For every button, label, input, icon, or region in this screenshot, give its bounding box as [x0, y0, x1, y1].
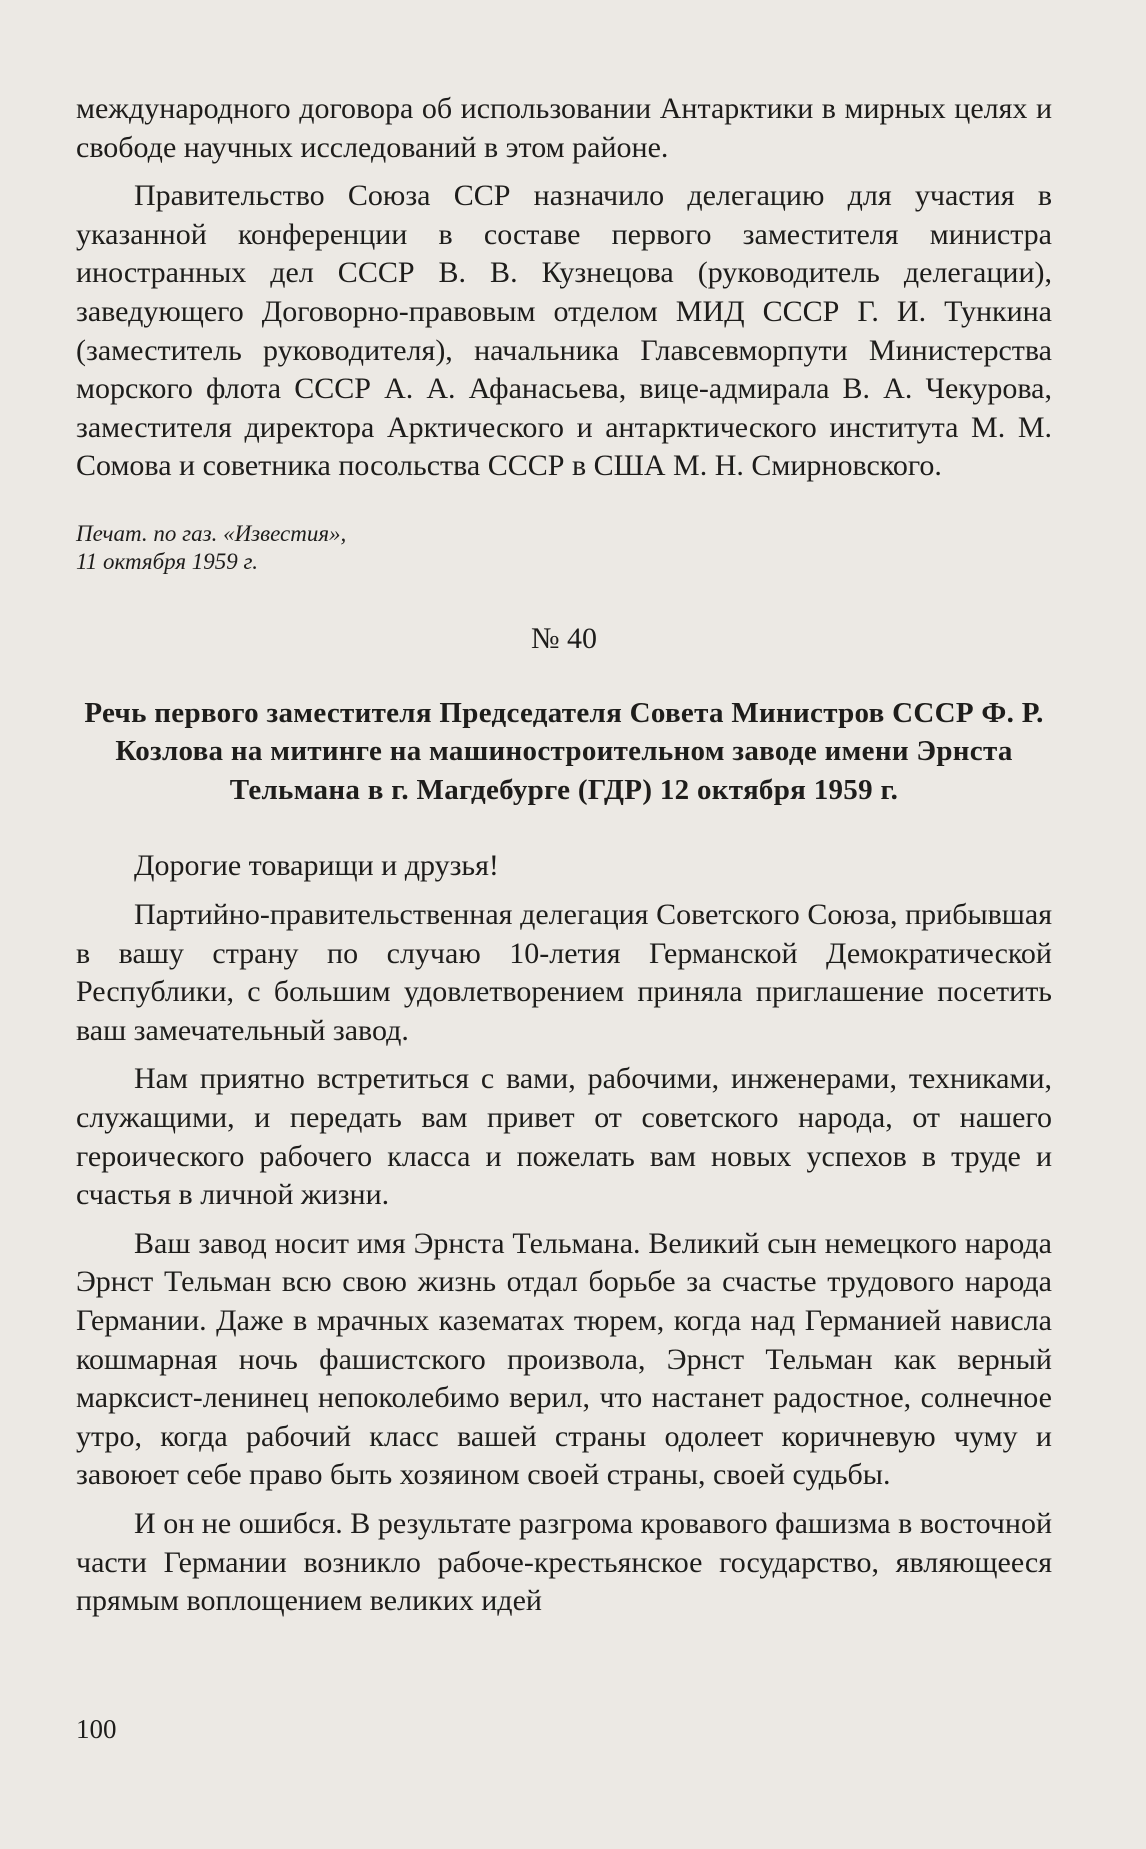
paragraph-delegation: Правительство Союза ССР назначило делегацию для участия в указанной конференции в составе первого заместителя министра иностранных дел СССР В. В. Кузнецова (руководитель делегации), заведующего Договорно-правовым отделом МИД СССР Г. И. Тункина (заместитель руководителя), начальника Главсевморпути Министерства морского флота СССР А. А. Афанасьева, вице-адмирала В. А. Чекурова, заместителя директора Арктического и антарктического института М. М. Сомова и советника посольства СССР в США М. Н. Смирновского.: [76, 179, 1052, 483]
source-note-line: Печат. по газ. «Известия»,: [76, 520, 347, 546]
text-column: [76, 90, 1052, 1621]
speech-greeting: Дорогие товарищи и друзья!: [134, 849, 499, 883]
speech-paragraph: Нам приятно встретиться с вами, рабочими, инженерами, техниками, служащими, и передать вам привет от советского народа, от нашего героического рабочего класса и пожелать вам новых успехов в труде и счастья в личной жизни.: [76, 1062, 1052, 1212]
page-number: 100: [76, 1714, 117, 1744]
document-number: № 40: [530, 621, 598, 655]
source-note: [76, 520, 1052, 576]
paragraph-continuation: международного договора об использовании Антарктики в мирных целях и свободе научных исследований в этом районе.: [76, 92, 1052, 164]
speech-paragraph: Партийно-правительственная делегация Советского Союза, прибывшая в вашу страну по случаю 10-летия Германской Демократической Республики, с большим удовлетворением приняла приглашение посетить ваш замечательный завод.: [76, 898, 1052, 1047]
document-heading: Речь первого заместителя Председателя Совета Министров СССР Ф. Р. Козлова на митинге на машиностроительном заводе имени Эрнста Тельмана в г. Магдебурге (ГДР) 12 октября 1959 г.: [84, 696, 1044, 806]
source-note-line: 11 октября 1959 г.: [76, 548, 258, 574]
speech-paragraph: Ваш завод носит имя Эрнста Тельмана. Великий сын немецкого народа Эрнст Тельман всю свою жизнь отдал борьбе за счастье трудового народа Германии. Даже в мрачных казематах тюрем, когда над Германией нависла кошмарная ночь фашистского произвола, Эрнст Тельман как верный марксист-ленинец непоколебимо верил, что настанет радостное, солнечное утро, когда рабочий класс вашей страны одолеет коричневую чуму и завоюет себе право быть хозяином своей страны, своей судьбы.: [76, 1226, 1052, 1492]
speech-paragraph: И он не ошибся. В результате разгрома кровавого фашизма в восточной части Германии возникло рабоче-крестьянское государство, являющееся прямым воплощением великих идей: [76, 1506, 1052, 1618]
